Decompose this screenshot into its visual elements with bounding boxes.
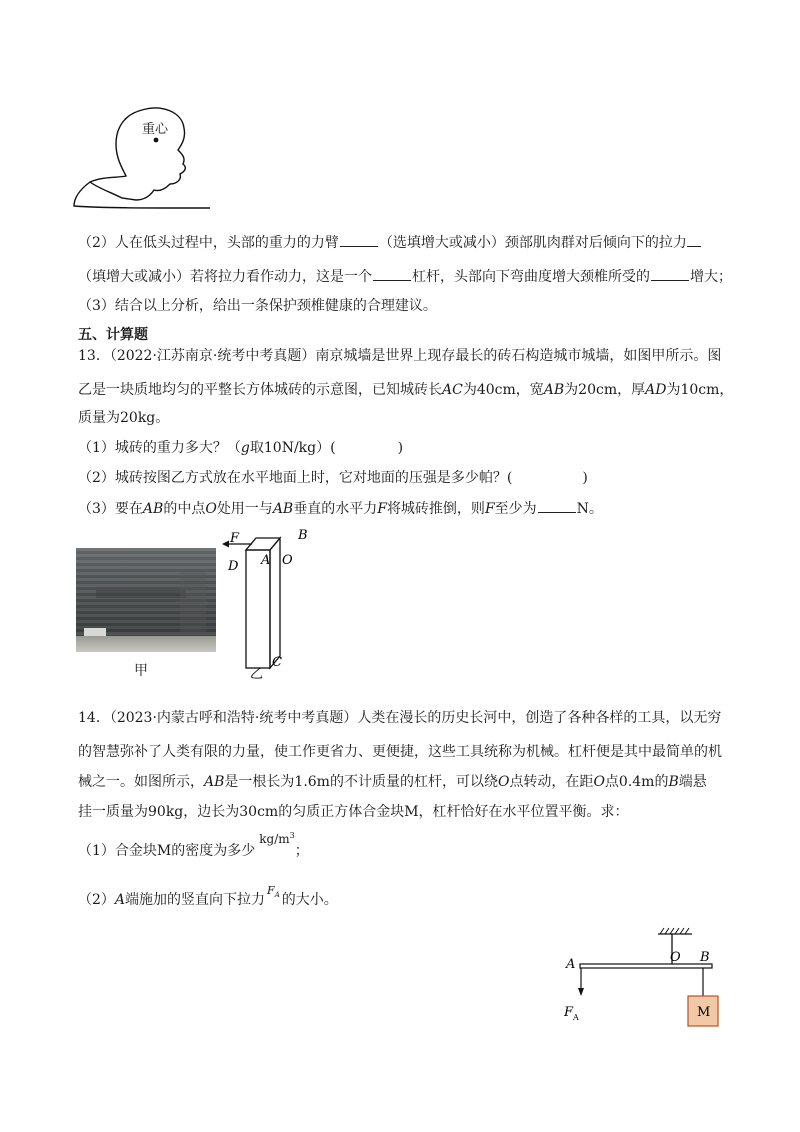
answer-blank[interactable] — [340, 232, 378, 247]
q13-var-ab: AB — [142, 501, 164, 517]
q13-part3-text: 处用一与 — [216, 501, 273, 517]
q13-part1-close: ) — [397, 440, 404, 456]
q13-part3-text: 垂直的水平力 — [293, 501, 378, 517]
q14-part2-text: 的大小。 — [281, 892, 338, 908]
city-wall-photo — [76, 548, 216, 652]
label-a: A — [261, 553, 271, 568]
force-symbol-f: F — [267, 884, 275, 897]
q12-part2-line2 — [78, 266, 732, 287]
label-b: B — [298, 528, 308, 543]
q13-part3-text: 的中点 — [163, 501, 206, 517]
q14-line3 — [78, 772, 707, 792]
q12-part3: （3）结合以上分析，给出一条保护颈椎健康的合理建议。 — [78, 298, 437, 314]
q14-text: 端悬 — [678, 774, 707, 790]
q13-line2 — [78, 380, 733, 400]
q12-part2-text-c: （填增大或减小）若将拉力看作动力，这是一个 — [78, 269, 372, 285]
label-o: O — [670, 950, 681, 965]
force-symbol-sub: A — [274, 891, 280, 900]
q13-text: 为20cm，厚 — [564, 382, 646, 398]
label-m: M — [697, 1005, 711, 1020]
q13-part3-text: 将城砖推倒，则 — [386, 501, 485, 517]
answer-blank[interactable] — [373, 266, 411, 281]
q13-part2 — [78, 468, 588, 488]
q13-var-ab: AB — [272, 501, 294, 517]
q13-part2-close: ) — [582, 470, 588, 486]
q14-part1 — [78, 831, 309, 861]
q12-part2-text-d: 杠杆，头部向下弯曲度增大颈椎所受的 — [412, 269, 650, 285]
q13-part1-text: 取10N/kg）( — [249, 440, 336, 456]
q13-line3: 质量为20kg。 — [78, 410, 170, 426]
label-fa: F — [564, 1005, 574, 1020]
q13-part3-text: （3）要在 — [78, 501, 143, 517]
q12-part2-line1 — [78, 232, 701, 253]
density-unit-exponent: 3 — [289, 831, 295, 840]
figure-label-jia: 甲 — [134, 663, 148, 679]
q14-line1: 14．（2023·内蒙古呼和浩特·统考中考真题）人类在漫长的历史长河中，创造了各种各样的工具，以无穷 — [78, 710, 722, 726]
answer-blank[interactable] — [687, 232, 701, 247]
q14-part2-text: （2） — [78, 892, 115, 908]
q12-part2-text-a: （2）人在低头过程中，头部的重力的力臂 — [78, 235, 339, 251]
q14-text: 是一根长为1.6m的不计质量的杠杆，可以绕 — [224, 774, 498, 790]
q12-part2-text-b: （选填增大或减小）颈部肌肉群对后倾向下的拉力 — [378, 235, 687, 251]
head-outline-drawing — [70, 92, 210, 212]
q14-var-o: O — [497, 774, 510, 790]
q14-line4: 挂一质量为90kg，边长为30cm的匀质正方体合金块M，杠杆恰好在水平位置平衡。求： — [78, 804, 629, 820]
q13-var-ab: AB — [543, 382, 565, 398]
label-b: B — [700, 950, 710, 965]
answer-blank[interactable] — [538, 498, 576, 513]
q13-part3-unit: N。 — [576, 501, 603, 517]
q13-var-f: F — [377, 501, 387, 517]
head-figure — [70, 92, 210, 212]
section-heading: 五、计算题 — [78, 327, 148, 343]
q14-var-o: O — [593, 774, 605, 790]
lever-diagram — [560, 924, 730, 1040]
q14-var-a: A — [114, 892, 126, 908]
q13-text: 为10cm， — [666, 382, 734, 398]
force-symbol — [267, 884, 280, 900]
label-fa-sub: A — [573, 1013, 579, 1022]
figure-label-yi: 乙 — [250, 667, 264, 680]
q14-text: 点0.4m的 — [604, 774, 669, 790]
q14-text: 械之一。如图所示， — [78, 774, 204, 790]
q13-part1-text: （1）城砖的重力多大？（ — [78, 440, 241, 456]
q13-part3 — [78, 498, 603, 519]
q13-line1: 13．（2022·江苏南京·统考中考真题）南京城墙是世界上现存最长的砖石构造城市城墙，如图甲所示。图 — [78, 348, 722, 364]
q13-var-ad: AD — [645, 382, 667, 398]
q13-text: 为40cm，宽 — [462, 382, 544, 398]
center-of-gravity-label: 重心 — [142, 122, 169, 137]
q13-part2-text: （2）城砖按图乙方式放在水平地面上时，它对地面的压强是多少帕？( — [78, 470, 513, 486]
q14-var-ab: AB — [204, 774, 225, 790]
q14-part1-text: （1）合金块M的密度为多少 — [78, 843, 256, 859]
label-c: C — [272, 655, 282, 670]
q13-part1 — [78, 438, 403, 458]
q14-line2: 的智慧弥补了人类有限的力量，使工作更省力、更便捷，这些工具统称为机械。杠杆便是其中最简单的机 — [78, 744, 722, 760]
label-d: D — [228, 559, 239, 574]
label-f: F — [230, 531, 240, 546]
q13-var-f: F — [484, 501, 495, 517]
brick-diagram — [220, 528, 320, 680]
q13-var-ac: AC — [442, 382, 463, 398]
density-unit-base: kg/m — [259, 832, 290, 846]
q14-var-b: B — [668, 774, 679, 790]
q12-part2-text-e: 增大； — [690, 269, 732, 285]
q13-part3-text: 至少为 — [494, 501, 537, 517]
q14-part1-end: ； — [294, 843, 309, 859]
q13-var-g: g — [240, 440, 250, 456]
density-unit — [259, 832, 294, 846]
answer-blank[interactable] — [651, 266, 689, 281]
q14-part2-text: 端施加的竖直向下拉力 — [125, 892, 266, 908]
q13-var-o: O — [205, 501, 217, 517]
q13-text: 乙是一块质地均匀的平整长方体城砖的示意图，已知城砖长 — [78, 382, 442, 398]
q14-part2 — [78, 884, 338, 915]
label-o: O — [282, 553, 293, 568]
label-a: A — [566, 957, 576, 972]
q14-text: 点转动，在距 — [509, 774, 594, 790]
